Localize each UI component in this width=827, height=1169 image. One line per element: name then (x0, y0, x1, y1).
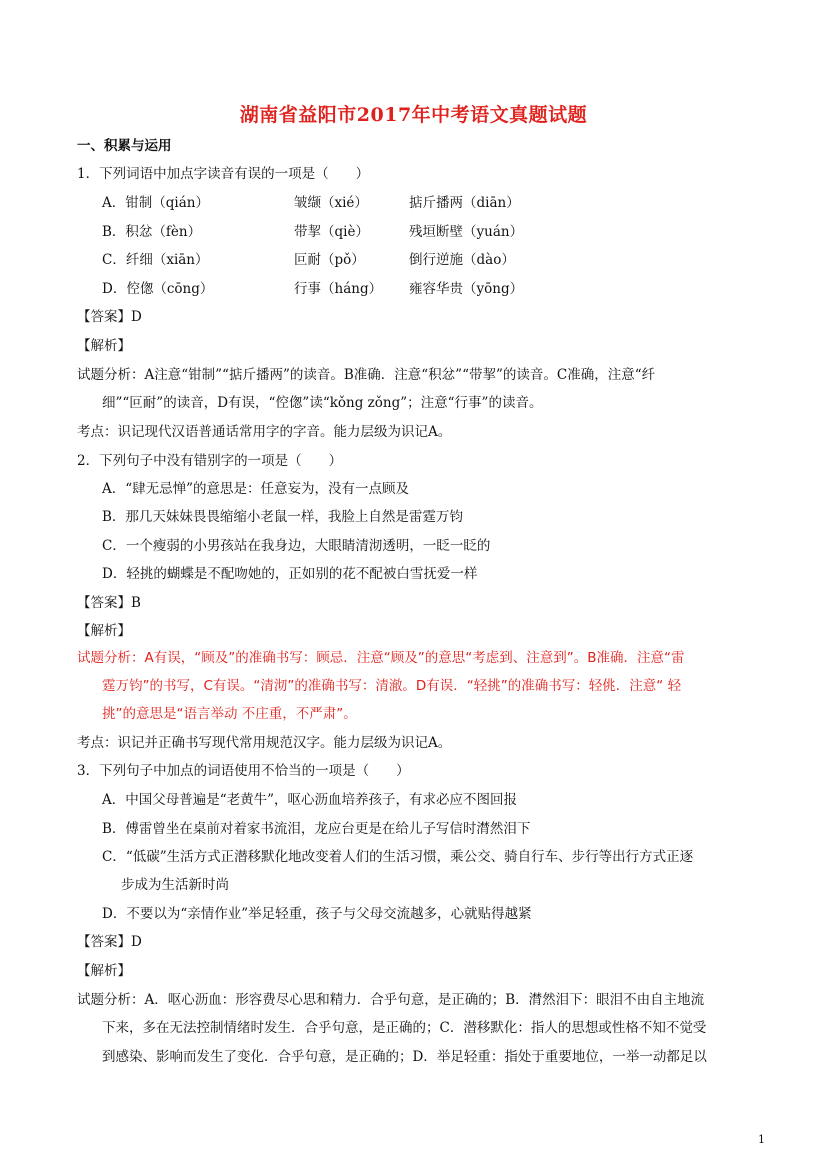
q1-option-d-2: 行事（háng） (294, 281, 383, 297)
q2-option-d: D．轻挑的蝴蝶是不配吻她的，正如别的花不配被白雪抚爱一样 (102, 566, 478, 582)
q1-jiexi-label: 【解析】 (77, 338, 131, 354)
q2-analysis-line-2: 霆万钧”的书写，C有误。“清沏”的准确书写：清澈。D有误．“轻挑”的准确书写：轻佻．注意“ 轻 (102, 678, 682, 694)
q1-option-d-3: 雍容华贵（yōng） (409, 281, 524, 297)
q3-option-c: C．“低碳”生活方式正潜移默化地改变着人们的生活习惯，乘公交、骑自行车、步行等出行方式正逐 (102, 849, 694, 865)
q3-option-c-continued: 步成为生活新时尚 (121, 877, 229, 893)
q2-analysis-line-1: 试题分析：A有误，“顾及”的准确书写：顾忌．注意“顾及”的意思“考虑到、注意到”。B准确．注意“雷 (77, 650, 685, 666)
q1-option-d-1: D．倥偬（cōng） (102, 281, 214, 297)
q2-option-a: A．“肆无忌惮”的意思是：任意妄为，没有一点顾及 (102, 481, 410, 497)
q3-answer: 【答案】D (77, 934, 142, 950)
q1-answer: 【答案】D (77, 309, 142, 325)
q1-analysis-line-1: 试题分析：A注意“钳制”“掂斤播两”的读音。B准确．注意“积忿”“带挈”的读音。C准确，注意“纤 (77, 367, 656, 383)
q3-analysis-line-1: 试题分析：A．呕心沥血：形容费尽心思和精力．合乎句意，是正确的；B．潸然泪下：眼泪不由自主地流 (77, 992, 705, 1008)
page-number: 1 (758, 1133, 765, 1146)
q1-option-b-3: 残垣断壁（yuán） (409, 224, 524, 240)
page-title: 湖南省益阳市2017年中考语文真题试题 (239, 104, 588, 126)
question-1-stem: 1．下列词语中加点字读音有误的一项是（ ） (77, 166, 370, 182)
q3-option-b: B．傅雷曾坐在桌前对着家书流泪，龙应台更是在给儿子写信时潸然泪下 (102, 821, 531, 837)
q2-analysis-line-3: 挑”的意思是“语言举动 不庄重，不严肃”。 (102, 706, 357, 722)
q1-option-a-3: 掂斤播两（diān） (409, 195, 520, 211)
q2-kaodian: 考点：识记并正确书写现代常用规范汉字。能力层级为识记A。 (77, 735, 452, 751)
q2-jiexi-label: 【解析】 (77, 623, 131, 639)
q3-jiexi-label: 【解析】 (77, 963, 131, 979)
question-3-stem: 3．下列句子中加点的词语使用不恰当的一项是（ ） (77, 763, 410, 779)
q1-kaodian: 考点：识记现代汉语普通话常用字的字音。能力层级为识记A。 (77, 424, 452, 440)
q1-option-c-3: 倒行逆施（dào） (409, 252, 515, 268)
section-heading: 一、积累与运用 (77, 138, 172, 154)
q2-answer: 【答案】B (77, 595, 141, 611)
q3-analysis-line-2: 下来，多在无法控制情绪时发生．合乎句意，是正确的；C．潜移默化：指人的思想或性格不知不觉受 (102, 1020, 707, 1036)
q1-analysis-line-2: 细”“叵耐”的读音，D有误，“倥偬”读“kǒng zǒng”；注意“行事”的读音。 (102, 395, 543, 411)
q1-option-a-1: A．钳制（qián） (102, 195, 209, 211)
q1-option-c-1: C．纤细（xiān） (102, 252, 209, 268)
q3-option-a: A．中国父母普遍是“老黄牛”，呕心沥血培养孩子，有求必应不图回报 (102, 792, 518, 808)
q1-option-b-2: 带挈（qiè） (294, 224, 369, 240)
q2-option-c: C．一个瘦弱的小男孩站在我身边，大眼睛清沏透明，一眨一眨的 (102, 538, 491, 554)
q2-option-b: B．那几天妹妹畏畏缩缩小老鼠一样，我脸上自然是雷霆万钧 (102, 509, 463, 525)
q3-option-d: D．不要以为“亲情作业”举足轻重，孩子与父母交流越多，心就贴得越紧 (102, 906, 532, 922)
question-2-stem: 2．下列句子中没有错别字的一项是（ ） (77, 453, 343, 469)
q3-analysis-line-3: 到感染、影响而发生了变化．合乎句意，是正确的；D．举足轻重：指处于重要地位，一举一动都足以 (102, 1049, 707, 1065)
q1-option-a-2: 皱缬（xié） (294, 195, 368, 211)
q1-option-b-1: B．积忿（fèn） (102, 224, 202, 240)
q1-option-c-2: 叵耐（pǒ） (294, 252, 365, 268)
